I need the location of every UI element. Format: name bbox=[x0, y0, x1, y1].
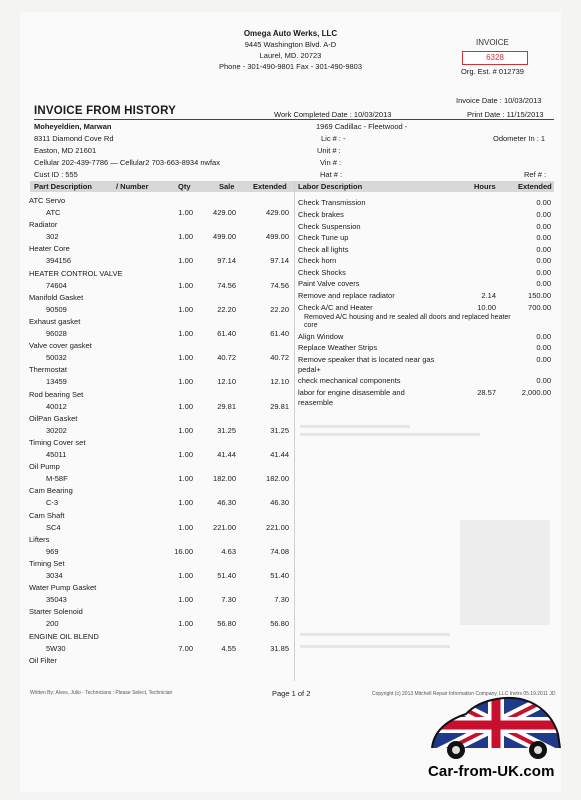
labor-description: Check Tune up bbox=[298, 233, 349, 242]
customer-phones: Cellular 202-439-7786 — Cellular2 703-663-8934 nwfax bbox=[34, 158, 220, 167]
part-sale: 51.40 bbox=[217, 571, 236, 580]
part-name: Starter Solenoid bbox=[29, 607, 83, 617]
part-extended: 46.30 bbox=[270, 498, 289, 508]
labor-description: labor for engine disasemble and bbox=[298, 388, 405, 397]
column-divider bbox=[294, 181, 295, 681]
written-by: Written By: Alves, Julio - Technicians : Please Select, Technician bbox=[30, 690, 173, 696]
labor-hours: 28.57 bbox=[477, 388, 496, 397]
part-qty: 1.00 bbox=[178, 571, 193, 580]
part-qty: 1.00 bbox=[178, 353, 193, 363]
labor-extended: 0.00 bbox=[536, 222, 551, 231]
part-sale: 429.00 bbox=[213, 208, 236, 217]
print-date: Print Date : 11/15/2013 bbox=[467, 110, 544, 119]
part-sale: 97.14 bbox=[217, 256, 236, 266]
part-name: Thermostat bbox=[29, 365, 67, 375]
part-name: ATC Servo bbox=[29, 196, 66, 205]
part-number: 5W30 bbox=[46, 643, 66, 653]
labor-extended: 0.00 bbox=[536, 245, 551, 254]
show-through-artifact bbox=[300, 633, 450, 636]
col-part-description: Part Description bbox=[34, 182, 92, 191]
odometer-in: Odometer In : 1 bbox=[493, 134, 546, 143]
part-extended: 31.25 bbox=[270, 425, 289, 435]
part-sale: 29.81 bbox=[217, 401, 236, 411]
part-extended: 221.00 bbox=[266, 522, 289, 532]
part-number: 45011 bbox=[46, 450, 67, 459]
work-completed-date: Work Completed Date : 10/03/2013 bbox=[274, 110, 392, 119]
part-name: OilPan Gasket bbox=[29, 413, 78, 423]
labor-description: check mechanical components bbox=[298, 376, 401, 385]
part-name: Lifters bbox=[29, 534, 50, 544]
part-extended: 12.10 bbox=[270, 377, 289, 387]
part-name: Timing Set bbox=[29, 559, 65, 568]
part-extended: 31.85 bbox=[270, 643, 289, 653]
col-labor-extended: Extended bbox=[518, 182, 552, 191]
labor-note: Removed A/C housing and re sealed all doors and replaced heater bbox=[304, 314, 511, 321]
part-number: 969 bbox=[46, 546, 59, 556]
part-extended: 22.20 bbox=[270, 304, 289, 314]
part-extended: 74.56 bbox=[270, 280, 289, 290]
part-qty: 1.00 bbox=[178, 280, 193, 290]
labor-description: Remove speaker that is located near gas bbox=[298, 355, 435, 364]
part-extended: 7.30 bbox=[274, 595, 289, 605]
part-number: 13459 bbox=[46, 377, 67, 387]
labor-description: Check A/C and Heater bbox=[298, 303, 373, 312]
part-extended: 51.40 bbox=[270, 571, 289, 580]
part-name: Radiator bbox=[29, 220, 58, 230]
part-sale: 46.30 bbox=[217, 498, 236, 508]
part-sale: 4.55 bbox=[221, 643, 236, 653]
labor-hours: 2.14 bbox=[481, 291, 496, 300]
part-extended: 74.08 bbox=[270, 546, 289, 556]
customer-street: 8311 Diamond Cove Rd bbox=[34, 134, 114, 143]
part-sale: 61.40 bbox=[217, 329, 236, 338]
part-qty: 16.00 bbox=[174, 546, 193, 556]
part-name: Water Pump Gasket bbox=[29, 583, 97, 593]
labor-extended: 0.00 bbox=[536, 198, 551, 207]
part-extended: 41.44 bbox=[270, 450, 289, 459]
part-number: 30202 bbox=[46, 425, 67, 435]
part-number: ATC bbox=[46, 208, 61, 217]
part-name: ENGINE OIL BLEND bbox=[29, 631, 99, 641]
part-qty: 1.00 bbox=[178, 450, 193, 459]
part-number: 35043 bbox=[46, 595, 67, 605]
company-address-line1: 9445 Washington Blvd. A-D bbox=[244, 40, 337, 49]
page-title: INVOICE FROM HISTORY bbox=[34, 105, 177, 117]
company-address-line2: Laurel, MD. 20723 bbox=[259, 51, 322, 60]
labor-extended: 0.00 bbox=[536, 279, 551, 288]
part-extended: 429.00 bbox=[266, 208, 289, 217]
part-number: 96028 bbox=[46, 329, 67, 338]
part-number: 74604 bbox=[46, 280, 67, 290]
labor-description: Replace Weather Strips bbox=[298, 343, 378, 352]
part-sale: 7.30 bbox=[221, 595, 236, 605]
part-sale: 74.56 bbox=[217, 280, 236, 290]
vehicle-unit: Unit # : bbox=[317, 146, 341, 155]
show-through-artifact bbox=[300, 433, 480, 436]
part-qty: 1.00 bbox=[178, 256, 193, 266]
company-phone: Phone - 301-490-9801 Fax - 301-490-9803 bbox=[218, 62, 363, 71]
page-number: Page 1 of 2 bbox=[272, 689, 311, 698]
part-qty: 1.00 bbox=[178, 232, 193, 242]
part-extended: 29.81 bbox=[270, 401, 289, 411]
part-number: 394156 bbox=[46, 256, 72, 266]
part-number: 3034 bbox=[46, 571, 63, 580]
part-qty: 1.00 bbox=[178, 377, 193, 387]
labor-extended: 0.00 bbox=[536, 268, 551, 277]
col-labor-description: Labor Description bbox=[298, 182, 363, 191]
part-name: Timing Cover set bbox=[29, 438, 86, 447]
company-header bbox=[0, 28, 581, 72]
part-sale: 22.20 bbox=[217, 304, 236, 314]
part-extended: 499.00 bbox=[266, 232, 289, 242]
show-through-artifact bbox=[300, 425, 410, 428]
customer-city: Easton, MD 21601 bbox=[34, 146, 97, 155]
labor-extended: 0.00 bbox=[536, 256, 551, 265]
col-hours: Hours bbox=[474, 182, 496, 191]
vehicle-description: 1969 Cadillac - Fleetwood - bbox=[316, 122, 408, 131]
car-flag-logo-icon bbox=[426, 690, 566, 760]
part-qty: 1.00 bbox=[178, 522, 193, 532]
reference-number: Ref # : bbox=[524, 170, 547, 179]
labor-extended: 2,000.00 bbox=[521, 388, 551, 397]
part-sale: 12.10 bbox=[217, 377, 236, 387]
part-sale: 499.00 bbox=[213, 232, 236, 242]
col-number: / Number bbox=[116, 182, 149, 191]
part-qty: 1.00 bbox=[178, 619, 193, 629]
labor-extended: 0.00 bbox=[536, 210, 551, 219]
labor-description: Check brakes bbox=[298, 210, 344, 219]
labor-description: Remove and replace radiator bbox=[298, 291, 395, 300]
part-extended: 182.00 bbox=[266, 474, 289, 484]
labor-description: pedal+ bbox=[298, 365, 321, 374]
labor-extended: 700.00 bbox=[528, 303, 551, 312]
part-name: Exhaust gasket bbox=[29, 317, 81, 326]
part-qty: 7.00 bbox=[178, 643, 193, 653]
labor-extended: 0.00 bbox=[536, 376, 551, 385]
labor-description: Check Shocks bbox=[298, 268, 346, 277]
part-qty: 1.00 bbox=[178, 401, 193, 411]
part-extended: 61.40 bbox=[270, 329, 289, 338]
part-qty: 1.00 bbox=[178, 329, 193, 338]
part-number: 302 bbox=[46, 232, 59, 242]
watermark-text: Car-from-UK.com bbox=[428, 763, 555, 780]
part-qty: 1.00 bbox=[178, 208, 193, 217]
labor-note: core bbox=[304, 322, 318, 329]
invoice-label: INVOICE bbox=[476, 38, 509, 47]
vehicle-vin: Vin # : bbox=[320, 158, 342, 167]
invoice-date: Invoice Date : 10/03/2013 bbox=[456, 96, 542, 105]
labor-extended: 0.00 bbox=[536, 332, 551, 341]
part-number: C-3 bbox=[46, 498, 59, 508]
labor-description: Check Transmission bbox=[298, 198, 366, 207]
part-sale: 221.00 bbox=[213, 522, 236, 532]
part-name: Manifold Gasket bbox=[29, 292, 84, 302]
part-name: Cam Shaft bbox=[29, 510, 65, 520]
header-rule bbox=[34, 119, 554, 120]
part-number: 200 bbox=[46, 619, 59, 629]
part-name: Oil Filter bbox=[29, 655, 57, 665]
part-extended: 97.14 bbox=[270, 256, 289, 266]
labor-extended: 0.00 bbox=[536, 233, 551, 242]
part-name: Heater Core bbox=[29, 244, 70, 254]
part-sale: 40.72 bbox=[217, 353, 236, 363]
part-name: Valve cover gasket bbox=[29, 341, 92, 351]
part-number: SC4 bbox=[46, 522, 61, 532]
labor-extended: 0.00 bbox=[536, 355, 551, 364]
part-qty: 1.00 bbox=[178, 474, 193, 484]
vehicle-lic: Lic # : - bbox=[321, 134, 346, 143]
labor-description: Paint Valve covers bbox=[298, 279, 360, 288]
labor-extended: 150.00 bbox=[528, 291, 551, 300]
part-number: 90509 bbox=[46, 304, 67, 314]
part-name: HEATER CONTROL VALVE bbox=[29, 268, 123, 278]
show-through-artifact bbox=[460, 520, 550, 625]
labor-description: Align Window bbox=[298, 332, 344, 341]
part-qty: 1.00 bbox=[178, 304, 193, 314]
part-sale: 41.44 bbox=[217, 450, 236, 459]
customer-id: Cust ID : 555 bbox=[34, 170, 78, 179]
labor-extended: 0.00 bbox=[536, 343, 551, 352]
col-qty: Qty bbox=[178, 182, 191, 191]
labor-description: Check horn bbox=[298, 256, 337, 265]
invoice-number-box: 6328 bbox=[462, 51, 528, 65]
copyright: Copyright (c) 2013 Mitchell Repair Information Company, LLC Invtrs 05.19.2011 JD bbox=[372, 691, 556, 697]
part-qty: 1.00 bbox=[178, 425, 193, 435]
part-name: Rod bearing Set bbox=[29, 389, 84, 399]
part-name: Cam Bearing bbox=[29, 486, 73, 496]
labor-hours: 10.00 bbox=[477, 303, 496, 312]
part-sale: 182.00 bbox=[213, 474, 236, 484]
part-sale: 56.80 bbox=[217, 619, 236, 629]
org-est-number: Org. Est. # 012739 bbox=[461, 67, 524, 76]
part-sale: 31.25 bbox=[217, 425, 236, 435]
part-qty: 1.00 bbox=[178, 498, 193, 508]
labor-description: Check Suspension bbox=[298, 222, 361, 231]
customer-name: Moheyeldien, Marwan bbox=[34, 122, 112, 131]
vehicle-hat: Hat # : bbox=[320, 170, 343, 179]
part-extended: 56.80 bbox=[270, 619, 289, 629]
part-name: Oil Pump bbox=[29, 462, 60, 472]
part-number: 40012 bbox=[46, 401, 67, 411]
part-qty: 1.00 bbox=[178, 595, 193, 605]
part-number: 50032 bbox=[46, 353, 67, 363]
col-sale: Sale bbox=[219, 182, 235, 191]
company-name: Omega Auto Werks, LLC bbox=[243, 29, 338, 38]
part-extended: 40.72 bbox=[270, 353, 289, 363]
labor-description: Check all lights bbox=[298, 245, 349, 254]
show-through-artifact bbox=[300, 645, 450, 648]
part-sale: 4.63 bbox=[221, 546, 236, 556]
labor-description: reasemble bbox=[298, 398, 334, 407]
col-extended: Extended bbox=[253, 182, 287, 191]
part-number: M-58F bbox=[46, 474, 68, 484]
